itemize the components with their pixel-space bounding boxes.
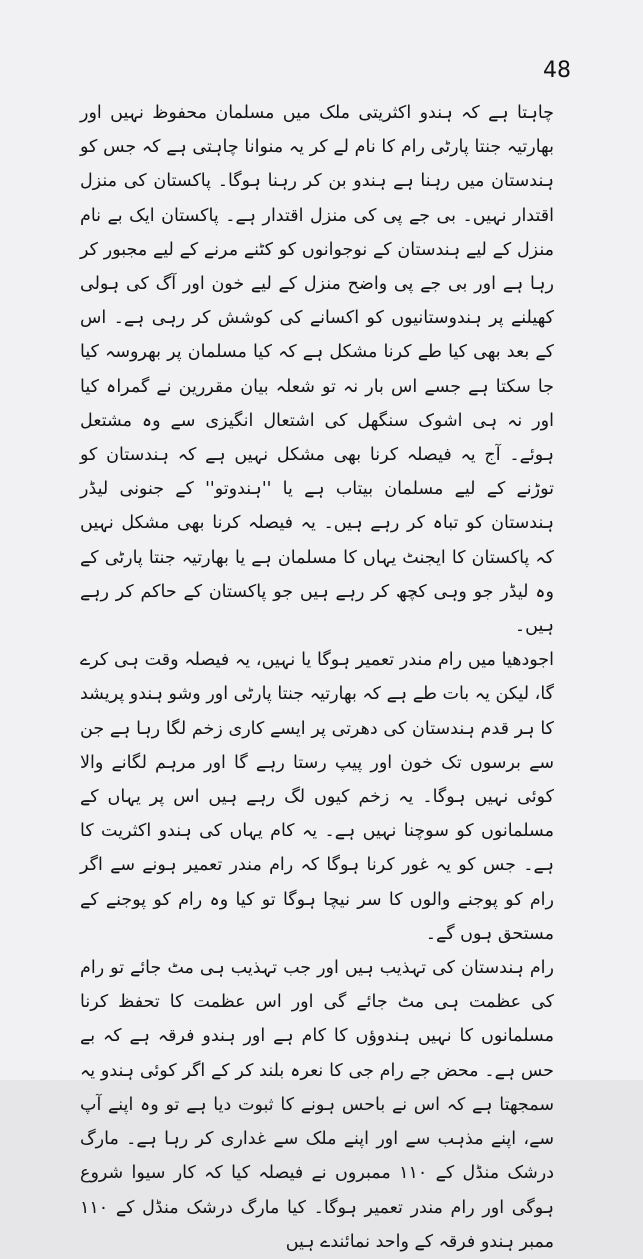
paragraph-1: چاہتا ہے کہ ہندو اکثریتی ملک میں مسلمان محفوظ نہیں اور بھارتیہ جنتا پارٹی رام کا نام لے کر یہ منوانا چاہتی ہے کہ جس کو ہندستان میں رہنا ہے ہندو بن کر رہنا ہوگا۔ پاکستان کی منزل اقتدار نہیں۔ بی جے پی کی منزل اقتدار ہے۔ پاکستان ایک بے نام منزل کے لیے ہندستان کے نوجوانوں کو کٹنے مرنے کے لیے مجبور کر رہا ہے اور بی جے پی واضح منزل کے لیے خون اور آگ کی ہولی کھیلنے پر ہندوستانیوں کو اکسانے کی کوشش کر رہی ہے۔ اس کے بعد بھی کیا طے کرنا مشکل ہے کہ کیا مسلمان پر بھروسہ کیا جا سکتا ہے جسے اس بار نہ تو شعلہ بیان مقررین نے گمراہ کیا اور نہ ہی اشوک سنگھل کی اشتعال انگیزی سے وہ مشتعل ہوئے۔ آج یہ فیصلہ کرنا بھی مشکل نہیں ہے کہ ہندستان کو توڑنے کے لیے مسلمان بیتاب ہے یا ''ہندوتو'' کے جنونی لیڈر ہندستان کو تباہ کر رہے ہیں۔ یہ فیصلہ کرنا بھی مشکل نہیں کہ پاکستان کا ایجنٹ یہاں کا مسلمان ہے یا بھارتیہ جنتا پارٹی کے وہ لیڈر جو وہی کچھ کر رہے ہیں جو پاکستان کے حاکم کر رہے ہیں۔ (80, 103, 554, 637)
page-body-text (80, 96, 554, 1259)
paragraph-3: رام ہندستان کی تہذیب ہیں اور جب تہذیب ہی مٹ جائے تو رام کی عظمت ہی مٹ جائے گی اور اس عظمت کا تحفظ کرنا مسلمانوں کا نہیں ہندوؤں کا کام ہے اور ہندو فرقہ ہے کہ بے حس ہے۔ محض جے رام جی کا نعرہ بلند کر کے اگر کوئی ہندو یہ سمجھتا ہے کہ اس نے باحس ہونے کا ثبوت دیا ہے تو وہ اپنے آپ سے، اپنے مذہب سے اور اپنے ملک سے غداری کر رہا ہے۔ مارگ درشک منڈل کے ۱۱۰ ممبروں نے فیصلہ کیا کہ کار سیوا شروع ہوگی اور رام مندر تعمیر ہوگا۔ کیا مارگ درشک منڈل کے ۱۱۰ ممبر ہندو فرقہ کے واحد نمائندے ہیں (80, 958, 554, 1252)
page-number: 48 (543, 58, 571, 83)
paragraph-2: اجودھیا میں رام مندر تعمیر ہوگا یا نہیں، یہ فیصلہ وقت ہی کرے گا، لیکن یہ بات طے ہے کہ بھارتیہ جنتا پارٹی اور وشو ہندو پریشد کا ہر قدم ہندستان کی دھرتی پر ایسے کاری زخم لگا رہا ہے جن سے برسوں تک خون اور پیپ رستا رہے گا اور مرہم لگانے والا کوئی نہیں ہوگا۔ یہ زخم کیوں لگ رہے ہیں اس پر یہاں کے مسلمانوں کو سوچنا نہیں ہے۔ یہ کام یہاں کی ہندو اکثریت کا ہے۔ جس کو یہ غور کرنا ہوگا کہ رام مندر تعمیر ہونے سے اگر رام کو پوجنے والوں کا سر نیچا ہوگا تو کیا وہ رام کو پوجنے کے مستحق ہوں گے۔ (80, 650, 554, 944)
